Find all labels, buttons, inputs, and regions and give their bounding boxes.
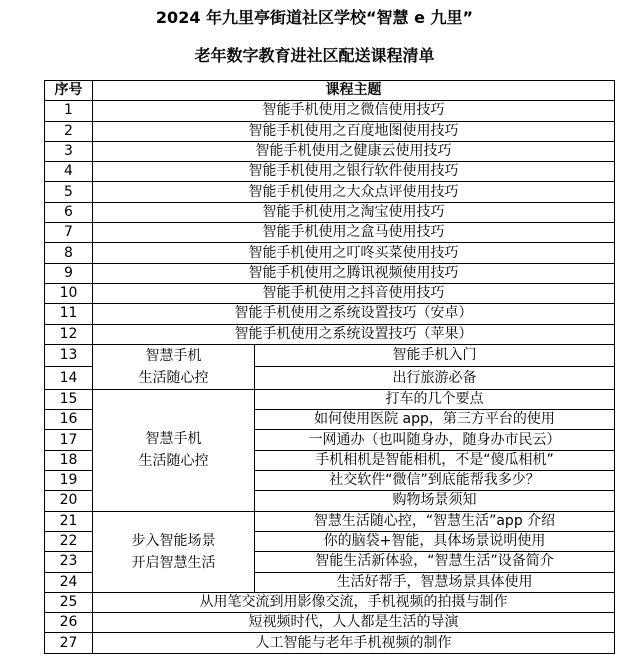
table-row xyxy=(45,162,615,182)
course-topic: 智能手机使用之微信使用技巧 xyxy=(93,101,615,121)
table-header-row xyxy=(45,81,615,101)
table-row xyxy=(45,389,615,409)
course-category-line: 生活随心控 xyxy=(138,369,209,386)
table-row xyxy=(45,592,615,612)
table-body xyxy=(45,101,615,653)
course-category-line: 智慧手机 xyxy=(145,347,202,364)
table-row xyxy=(45,223,615,243)
table-row xyxy=(45,283,615,303)
course-topic: 智能手机使用之系统设置技巧（苹果） xyxy=(93,324,615,344)
row-number: 15 xyxy=(45,389,93,409)
row-number: 18 xyxy=(45,450,93,470)
table-row xyxy=(45,141,615,161)
row-number: 8 xyxy=(45,243,93,263)
table-row xyxy=(45,613,615,633)
course-topic: 出行旅游必备 xyxy=(255,367,615,390)
table-row xyxy=(45,633,615,653)
course-topic: 一网通办（也叫随身办，随身办市民云） xyxy=(255,430,615,450)
table-row xyxy=(45,304,615,324)
course-topic: 智能手机使用之银行软件使用技巧 xyxy=(93,162,615,182)
course-category xyxy=(93,389,255,511)
course-topic: 购物场景须知 xyxy=(255,491,615,511)
course-list-table xyxy=(44,80,615,654)
course-topic: 打车的几个要点 xyxy=(255,389,615,409)
row-number: 3 xyxy=(45,141,93,161)
row-number: 24 xyxy=(45,572,93,592)
row-number: 6 xyxy=(45,202,93,222)
table-row xyxy=(45,182,615,202)
table-row xyxy=(45,121,615,141)
table-row xyxy=(45,263,615,283)
course-topic: 智能手机使用之百度地图使用技巧 xyxy=(93,121,615,141)
table-row xyxy=(45,324,615,344)
course-category-line: 开启智慧生活 xyxy=(131,554,216,571)
course-topic: 智慧生活随心控，“智慧生活”app 介绍 xyxy=(255,511,615,531)
row-number: 11 xyxy=(45,304,93,324)
course-topic: 短视频时代，人人都是生活的导演 xyxy=(93,613,615,633)
header-number: 序号 xyxy=(45,81,93,101)
course-topic: 智能手机使用之淘宝使用技巧 xyxy=(93,202,615,222)
row-number: 22 xyxy=(45,531,93,551)
course-topic: 如何使用医院 app，第三方平台的使用 xyxy=(255,410,615,430)
row-number: 14 xyxy=(45,367,93,390)
course-topic: 智能手机使用之健康云使用技巧 xyxy=(93,141,615,161)
course-category-line: 智慧手机 xyxy=(145,431,202,448)
row-number: 16 xyxy=(45,410,93,430)
row-number: 5 xyxy=(45,182,93,202)
row-number: 9 xyxy=(45,263,93,283)
course-topic: 智能手机使用之盒马使用技巧 xyxy=(93,223,615,243)
document-title: 2024 年九里亭街道社区学校“智慧 e 九里” xyxy=(155,8,474,27)
row-number: 20 xyxy=(45,491,93,511)
course-topic: 智能手机使用之叮咚买菜使用技巧 xyxy=(93,243,615,263)
row-number: 27 xyxy=(45,633,93,653)
course-category-line: 生活随心控 xyxy=(138,453,209,470)
document-subtitle: 老年数字教育进社区配送课程清单 xyxy=(194,46,435,65)
course-topic: 手机相机是智能相机，不是“傻瓜相机” xyxy=(255,450,615,470)
row-number: 17 xyxy=(45,430,93,450)
course-topic: 生活好帮手，智慧场景具体使用 xyxy=(255,572,615,592)
table-row xyxy=(45,344,615,367)
table-row xyxy=(45,511,615,531)
row-number: 1 xyxy=(45,101,93,121)
table-row xyxy=(45,101,615,121)
row-number: 26 xyxy=(45,613,93,633)
row-number: 13 xyxy=(45,344,93,367)
course-category xyxy=(93,511,255,592)
row-number: 4 xyxy=(45,162,93,182)
course-category xyxy=(93,344,255,389)
course-topic: 智能手机入门 xyxy=(255,344,615,367)
row-number: 23 xyxy=(45,552,93,572)
row-number: 19 xyxy=(45,471,93,491)
course-topic: 智能手机使用之抖音使用技巧 xyxy=(93,283,615,303)
row-number: 2 xyxy=(45,121,93,141)
course-topic: 人工智能与老年手机视频的制作 xyxy=(93,633,615,653)
course-topic: 智能手机使用之系统设置技巧（安卓） xyxy=(93,304,615,324)
row-number: 12 xyxy=(45,324,93,344)
course-topic: 你的脑袋+智能，具体场景说明使用 xyxy=(255,531,615,551)
table-row xyxy=(45,202,615,222)
course-topic: 智能生活新体验，“智慧生活”设备简介 xyxy=(255,552,615,572)
row-number: 21 xyxy=(45,511,93,531)
course-topic: 智能手机使用之大众点评使用技巧 xyxy=(93,182,615,202)
course-topic: 社交软件“微信”到底能帮我多少？ xyxy=(255,471,615,491)
table-row xyxy=(45,243,615,263)
row-number: 7 xyxy=(45,223,93,243)
course-topic: 智能手机使用之腾讯视频使用技巧 xyxy=(93,263,615,283)
course-category-line: 步入智能场景 xyxy=(131,532,216,549)
header-topic: 课程主题 xyxy=(93,81,615,101)
row-number: 10 xyxy=(45,283,93,303)
row-number: 25 xyxy=(45,592,93,612)
course-topic: 从用笔交流到用影像交流，手机视频的拍摄与制作 xyxy=(93,592,615,612)
